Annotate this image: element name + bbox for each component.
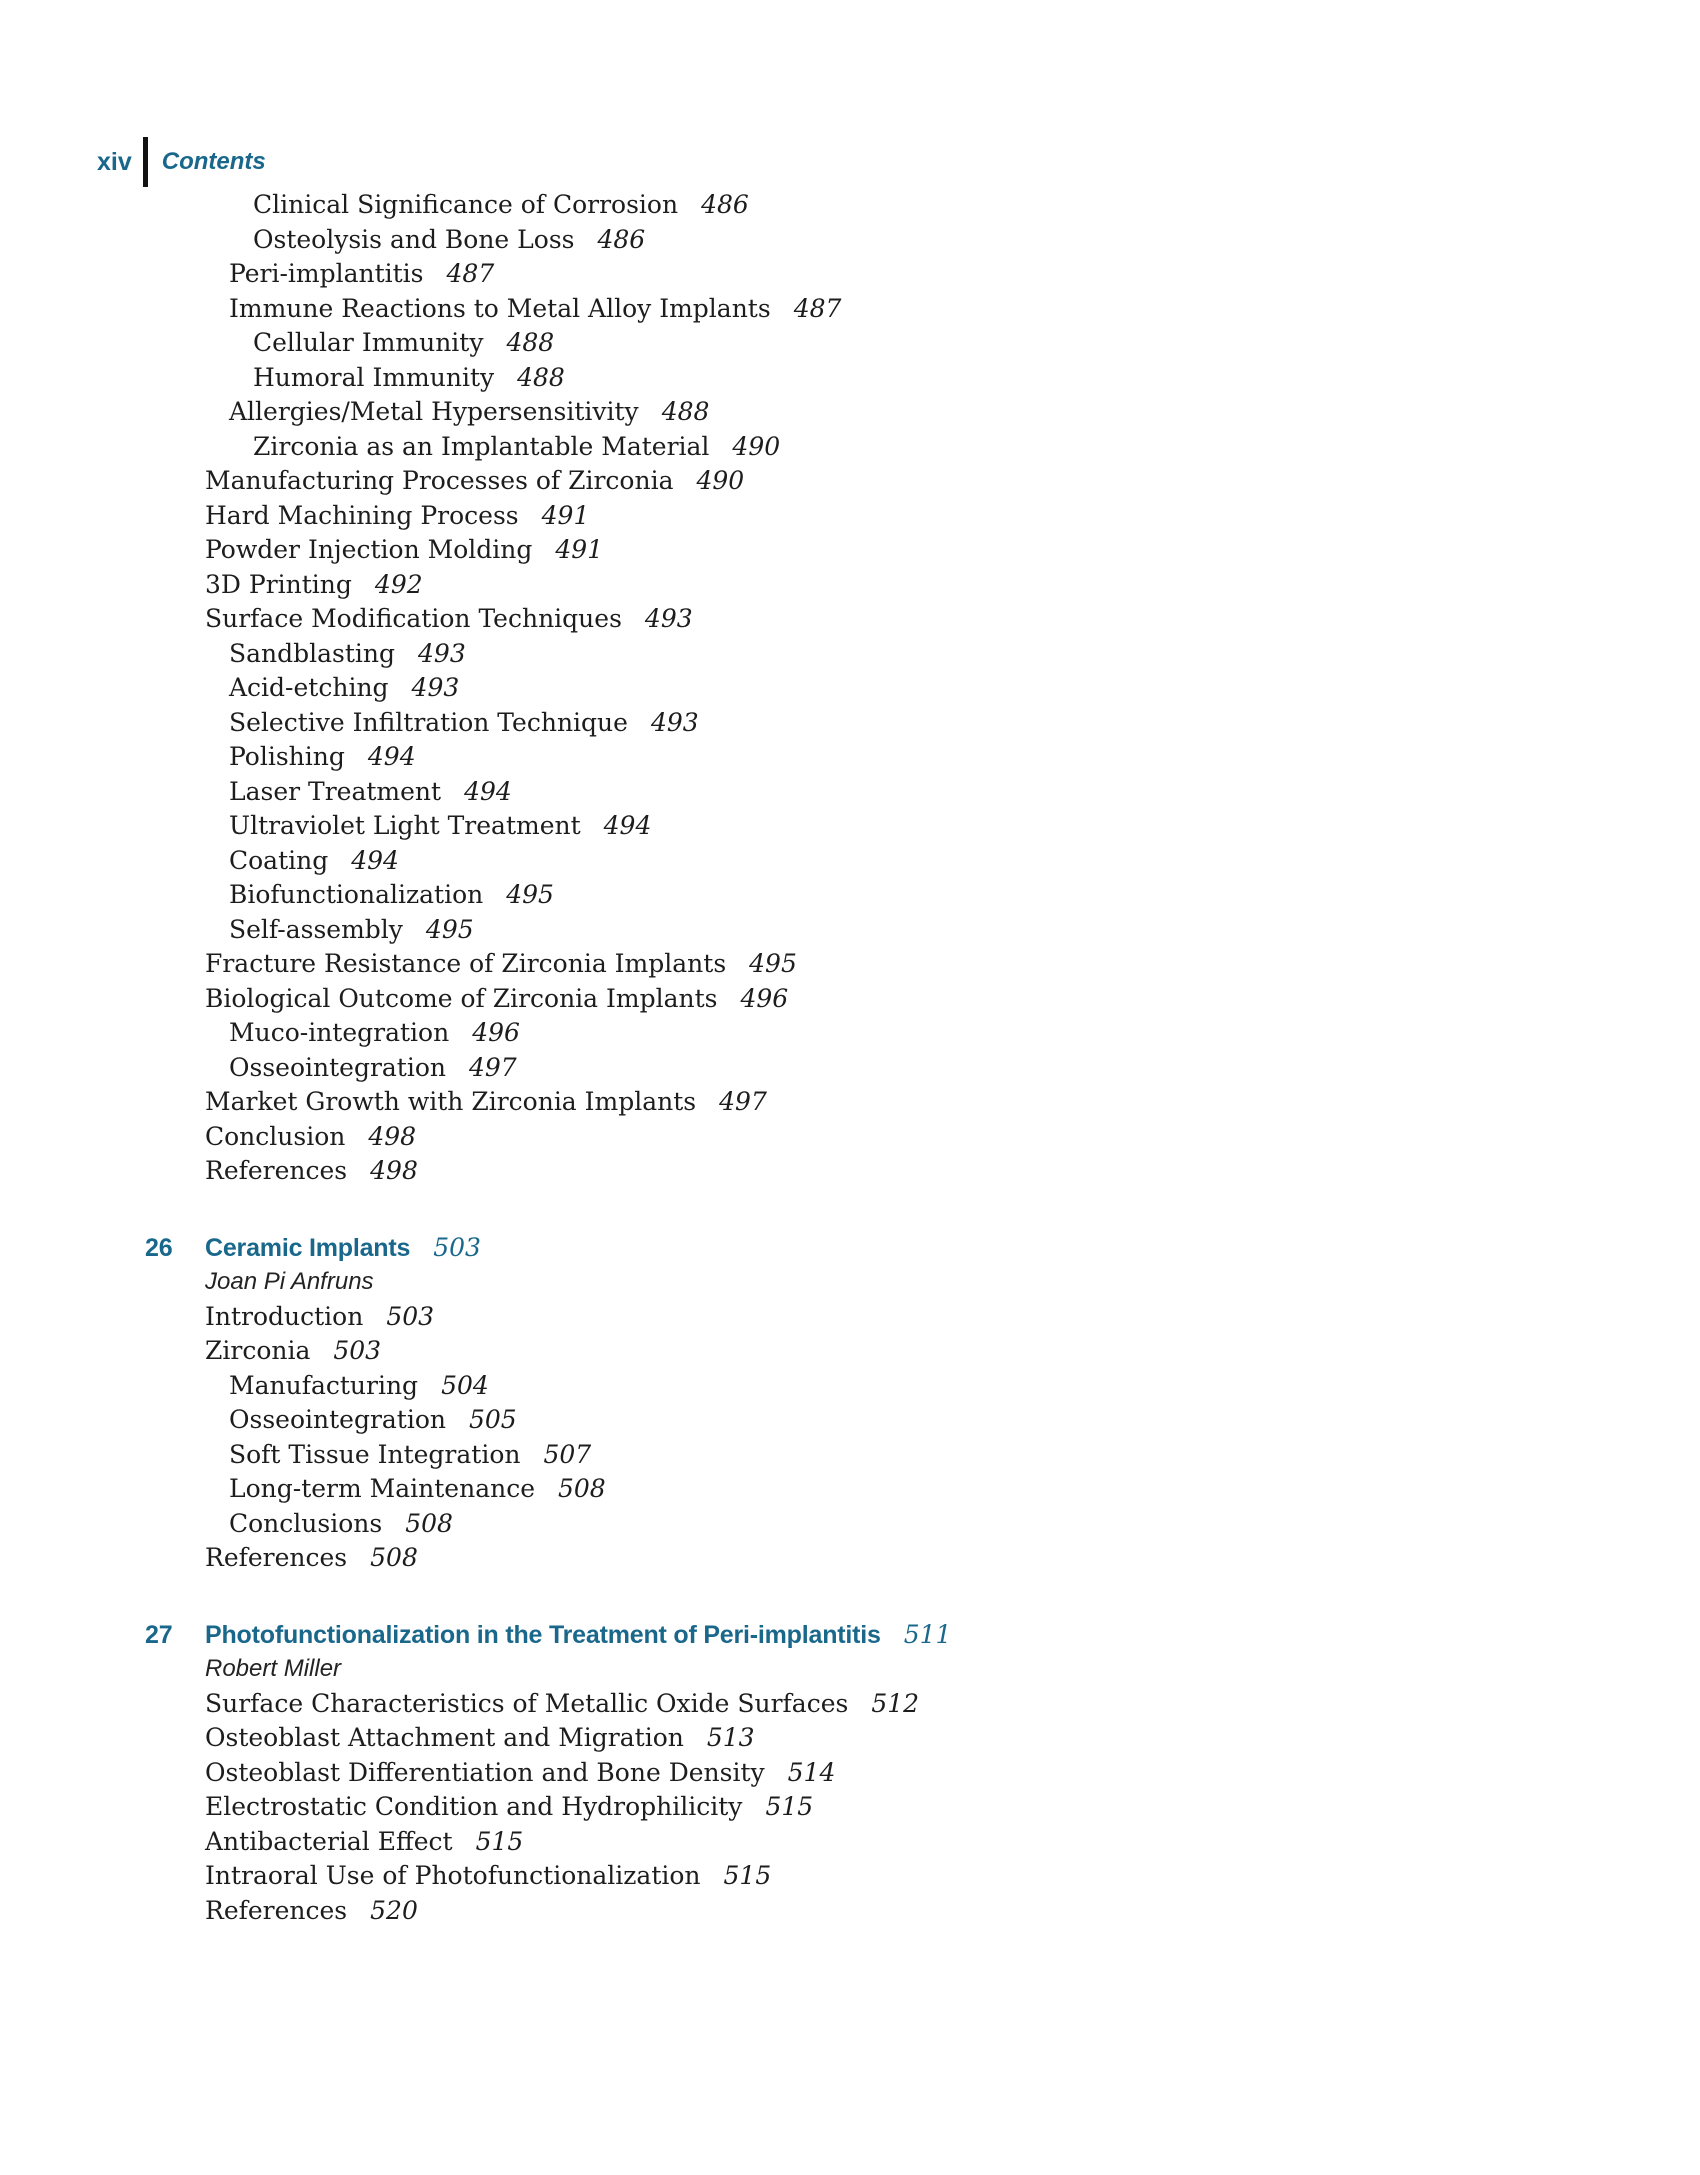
toc-entry-page-number: 490 (732, 431, 781, 461)
toc-entry-label: Biological Outcome of Zirconia Implants (205, 983, 718, 1013)
toc-entry (205, 464, 1355, 499)
chapter-page-number: 503 (433, 1232, 481, 1262)
toc-entry-page-number: 493 (650, 707, 699, 737)
toc-entry-label: References (205, 1895, 348, 1925)
chapter-number: 27 (145, 1620, 173, 1649)
toc-entry-page-number: 515 (475, 1826, 524, 1856)
toc-entry-label: Humoral Immunity (253, 362, 495, 392)
toc-entry-page-number: 488 (506, 328, 555, 357)
toc-entry (205, 1472, 1355, 1507)
toc-entry (205, 1438, 1355, 1473)
toc-entry (205, 1403, 1355, 1438)
toc-entry-page-number: 493 (411, 673, 460, 702)
toc-entry-page-number: 497 (469, 1052, 517, 1082)
folio-page-number: xiv (97, 147, 132, 176)
toc-entry-page-number: 494 (367, 742, 416, 771)
chapter-author: Joan Pi Anfruns (205, 1268, 374, 1295)
toc-entry-label: Allergies/Metal Hypersensitivity (229, 397, 639, 426)
header-divider-rule (143, 137, 148, 187)
toc-entry-page-number: 486 (701, 190, 749, 219)
chapter-block (145, 1618, 1355, 1929)
toc-entry-label: Powder Injection Molding (205, 535, 533, 564)
toc-entry-label: Manufacturing (229, 1370, 419, 1400)
chapter-title: Photofunctionalization in the Treatment of Peri-implantitis (205, 1620, 881, 1649)
toc-entry-page-number: 503 (386, 1301, 435, 1331)
running-head (97, 137, 266, 187)
toc-entry-page-number: 497 (719, 1087, 767, 1116)
toc-entry-page-number: 490 (696, 466, 745, 495)
toc-entry (205, 1120, 1355, 1155)
toc-entry-page-number: 498 (370, 1156, 418, 1185)
toc-entry-page-number: 493 (644, 604, 693, 633)
toc-entry (205, 947, 1355, 982)
chapter-number: 26 (145, 1233, 173, 1262)
toc-entry-page-number: 491 (555, 535, 604, 564)
toc-entry-page-number: 494 (464, 776, 512, 806)
toc-entry (205, 292, 1355, 327)
continued-chapter-entries (205, 188, 1355, 1189)
toc-entry (205, 223, 1355, 258)
toc-entry-page-number: 520 (370, 1895, 418, 1925)
toc-entry-page-number: 493 (418, 638, 466, 668)
toc-entry (205, 1790, 1355, 1825)
toc-entry (205, 1756, 1355, 1791)
toc-entry (205, 913, 1355, 948)
toc-entry-page-number: 515 (723, 1861, 772, 1890)
toc-entry-label: Polishing (229, 742, 345, 771)
toc-entry-page-number: 486 (597, 224, 646, 254)
toc-entry-label: Osteoblast Differentiation and Bone Density (205, 1757, 765, 1787)
chapter-heading (145, 1618, 1355, 1653)
toc-entry-page-number: 513 (706, 1723, 755, 1752)
toc-entry-page-number: 508 (370, 1543, 418, 1572)
toc-entry (205, 844, 1355, 879)
toc-entry (205, 1541, 1355, 1576)
toc-entry (205, 1687, 1355, 1722)
toc-entry-label: Selective Infiltration Technique (229, 707, 628, 737)
toc-entry (205, 430, 1355, 465)
toc-entry-label: Long-term Maintenance (229, 1474, 535, 1503)
toc-entry-page-number: 512 (871, 1688, 920, 1718)
toc-entry-label: Fracture Resistance of Zirconia Implants (205, 949, 727, 978)
toc-entry-page-number: 487 (793, 293, 842, 323)
toc-entry-page-number: 488 (661, 397, 710, 426)
running-head-title: Contents (161, 148, 266, 175)
toc-entry-page-number: 514 (787, 1757, 836, 1787)
toc-entry (205, 602, 1355, 637)
toc-entry (205, 671, 1355, 706)
toc-entry-label: Hard Machining Process (205, 500, 519, 530)
toc-entry-label: Intraoral Use of Photofunctionalization (205, 1861, 701, 1890)
toc-entry (205, 1300, 1355, 1335)
toc-entry-label: Introduction (205, 1301, 364, 1331)
toc-entry-label: References (205, 1156, 348, 1185)
toc-entry (205, 982, 1355, 1017)
toc-entry-label: Coating (229, 845, 329, 875)
chapter-blocks (145, 1231, 1355, 1929)
toc-entry (205, 499, 1355, 534)
toc-entry-label: Cellular Immunity (253, 328, 484, 357)
chapter-block (145, 1231, 1355, 1576)
toc-entry (205, 1721, 1355, 1756)
toc-entry-label: Osteoblast Attachment and Migration (205, 1723, 684, 1752)
toc-entry (205, 1051, 1355, 1086)
toc-entry (205, 1369, 1355, 1404)
toc-entry-page-number: 503 (333, 1336, 382, 1365)
toc-entry-page-number: 488 (517, 362, 565, 392)
toc-entry-label: Surface Characteristics of Metallic Oxide Surfaces (205, 1688, 849, 1718)
toc-entry-label: Acid-etching (229, 673, 389, 702)
toc-entry-label: Conclusions (229, 1508, 383, 1538)
toc-entry-label: Peri-implantitis (229, 259, 424, 288)
chapter-heading (145, 1231, 1355, 1266)
toc-entry-label: 3D Printing (205, 569, 352, 599)
toc-entry-label: Electrostatic Condition and Hydrophilicity (205, 1792, 743, 1821)
toc-entry-page-number: 498 (368, 1121, 417, 1151)
toc-entry (205, 257, 1355, 292)
toc-entry (205, 1894, 1355, 1929)
chapter-entries (205, 1300, 1355, 1576)
toc-entry-label: Osseointegration (229, 1052, 446, 1082)
chapter-title: Ceramic Implants (205, 1233, 411, 1262)
toc-entry-page-number: 495 (749, 949, 797, 978)
toc-entry-page-number: 508 (405, 1508, 453, 1538)
toc-entry-page-number: 495 (506, 880, 554, 909)
toc-entry (205, 1825, 1355, 1860)
toc-entry-label: Conclusion (205, 1121, 346, 1151)
toc-entry-label: Biofunctionalization (229, 880, 484, 909)
toc-entry-label: Osseointegration (229, 1405, 446, 1434)
toc-entry (205, 568, 1355, 603)
toc-entry-label: Surface Modification Techniques (205, 604, 622, 633)
toc-entry (205, 533, 1355, 568)
toc-entry-page-number: 504 (441, 1370, 489, 1400)
toc-entry-label: Immune Reactions to Metal Alloy Implants (229, 293, 771, 323)
toc-entry (205, 809, 1355, 844)
chapter-author: Robert Miller (205, 1655, 342, 1682)
toc-entry-label: Manufacturing Processes of Zirconia (205, 466, 674, 495)
toc-entry (205, 361, 1355, 396)
toc-entry-page-number: 487 (446, 259, 495, 288)
toc-entry (205, 878, 1355, 913)
chapter-entries (205, 1687, 1355, 1929)
table-of-contents (145, 188, 1355, 1928)
toc-entry-page-number: 494 (351, 845, 399, 875)
toc-entry-label: References (205, 1543, 348, 1572)
toc-entry (205, 1085, 1355, 1120)
toc-entry-page-number: 492 (374, 569, 423, 599)
toc-entry-label: Sandblasting (229, 638, 396, 668)
toc-entry-page-number: 494 (603, 811, 652, 840)
toc-entry-label: Zirconia (205, 1336, 311, 1365)
toc-entry-page-number: 496 (472, 1018, 520, 1047)
toc-entry-label: Ultraviolet Light Treatment (229, 811, 581, 840)
toc-entry (205, 1334, 1355, 1369)
toc-entry-page-number: 507 (543, 1439, 592, 1469)
toc-entry-label: Laser Treatment (229, 776, 442, 806)
toc-entry (205, 740, 1355, 775)
toc-entry (205, 395, 1355, 430)
toc-entry-page-number: 508 (558, 1474, 606, 1503)
toc-entry-label: Self-assembly (229, 914, 403, 944)
toc-entry (205, 1154, 1355, 1189)
toc-entry-label: Zirconia as an Implantable Material (253, 431, 710, 461)
toc-entry (205, 1507, 1355, 1542)
toc-entry (205, 326, 1355, 361)
toc-entry (205, 775, 1355, 810)
toc-entry-page-number: 505 (469, 1405, 517, 1434)
toc-entry (205, 1859, 1355, 1894)
toc-entry-page-number: 491 (541, 500, 590, 530)
toc-entry-label: Muco-integration (229, 1018, 450, 1047)
toc-entry-label: Osteolysis and Bone Loss (253, 224, 575, 254)
toc-entry-page-number: 496 (740, 983, 789, 1013)
toc-entry (205, 706, 1355, 741)
chapter-page-number: 511 (903, 1619, 952, 1649)
toc-entry-label: Clinical Significance of Corrosion (253, 190, 679, 219)
toc-entry (205, 188, 1355, 223)
toc-entry-label: Antibacterial Effect (205, 1826, 453, 1856)
toc-entry-label: Soft Tissue Integration (229, 1439, 521, 1469)
toc-entry-page-number: 495 (425, 914, 474, 944)
toc-entry (205, 637, 1355, 672)
toc-entry-label: Market Growth with Zirconia Implants (205, 1087, 697, 1116)
toc-entry (205, 1016, 1355, 1051)
toc-entry-page-number: 515 (765, 1792, 814, 1821)
